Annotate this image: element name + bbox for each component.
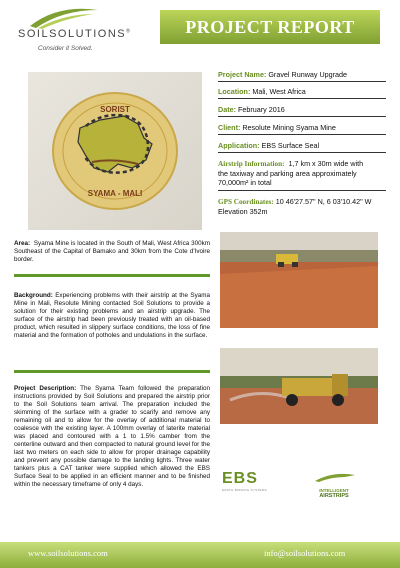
divider <box>218 81 386 82</box>
water-tanker-photo <box>220 348 378 424</box>
description-section: Project Description: The Syama Team followed the preparation instructions provided by Soil Solutions and prepared the airstrip prior to the Soil Solutions team arrival. The preparation included the skimming of the surface with a grader to scarify and remove any remaining oil and to allow for the overlay of additional material to coalesce with the existing layer. A 100mm overlay of laterite material was placed and contoured with a 1 to 1.5% camber from the centerline outward and then compacted to natural ground level for the last two meters on each side to allow for proper drainage capability and prevent any possible damage to the landing lights. Three water tankers plus a CAT tanker were supplied which allowed the EBS Surface Seal to be applied in an efficient manner and to be finished within the necessary timeframe of only 4 days. <box>14 385 210 488</box>
intelligent-airstrips-logo <box>305 470 363 499</box>
divider <box>218 116 386 117</box>
soil-solutions-logo-swoosh <box>28 6 100 30</box>
sorist-emblem <box>28 72 202 230</box>
grader-on-runway-photo <box>220 232 378 328</box>
brand-name: SOILSOLUTIONS® <box>18 28 132 40</box>
background-section: Background: Experiencing problems with their airstrip at the Syama Mine in Mali, Resolute Mining contacted Soil Solutions to provide a solution for their existing problems and an airstrip upgrade. The surface of the airstrip had been previously treated with an oil-based product, which resulted in slippery surface conditions, the loss of fine material and the formation of potholes and undulations in the surface. <box>14 292 211 339</box>
email-link[interactable]: info@soilsolutions.com <box>264 548 346 558</box>
date-row: Date: February 2016 <box>218 105 285 114</box>
project-name-row: Project Name: Gravel Runway Upgrade <box>218 70 348 79</box>
location-row: Location: Mali, West Africa <box>218 87 306 96</box>
divider <box>218 152 386 153</box>
airstrip-info: Airstrip Information: 1,7 km x 30m wide with the taxiway and parking area approximately 70,000m² in total <box>218 159 364 187</box>
area-section: Area: Syama Mine is located in the South of Mali, West Africa 300km Southeast of the Capital of Bamako and 30km from the Cote d'Ivoire border. <box>14 240 210 263</box>
website-link[interactable]: www.soilsolutions.com <box>28 548 108 558</box>
airstrips-logo-top: INTELLIGENT <box>319 488 349 493</box>
divider <box>218 98 386 99</box>
application-row: Application: EBS Surface Seal <box>218 141 320 150</box>
emblem-top-text: SORIST <box>100 105 130 114</box>
section-divider <box>14 274 210 277</box>
airplane-icon <box>305 471 363 483</box>
emblem-bottom-text: SYAMA - MALI <box>87 189 143 198</box>
gps-info: GPS Coordinates: 10 46'27.57" N, 6 03'10.42" W Elevation 352m <box>218 197 372 216</box>
ebs-logo-text: EBS <box>222 470 258 487</box>
ebs-logo-subtitle: EARTH BINDING SYSTEMS <box>222 488 267 492</box>
divider <box>218 134 386 135</box>
brand-tagline: Consider it Solved. <box>38 45 93 52</box>
sorist-sign-photo <box>28 72 202 230</box>
divider <box>218 190 386 191</box>
section-divider <box>14 370 210 373</box>
page-title: PROJECT REPORT <box>185 17 355 37</box>
airstrips-logo-bottom: AIRSTRIPS <box>319 493 349 499</box>
ebs-logo <box>222 470 274 496</box>
client-row: Client: Resolute Mining Syama Mine <box>218 123 336 132</box>
